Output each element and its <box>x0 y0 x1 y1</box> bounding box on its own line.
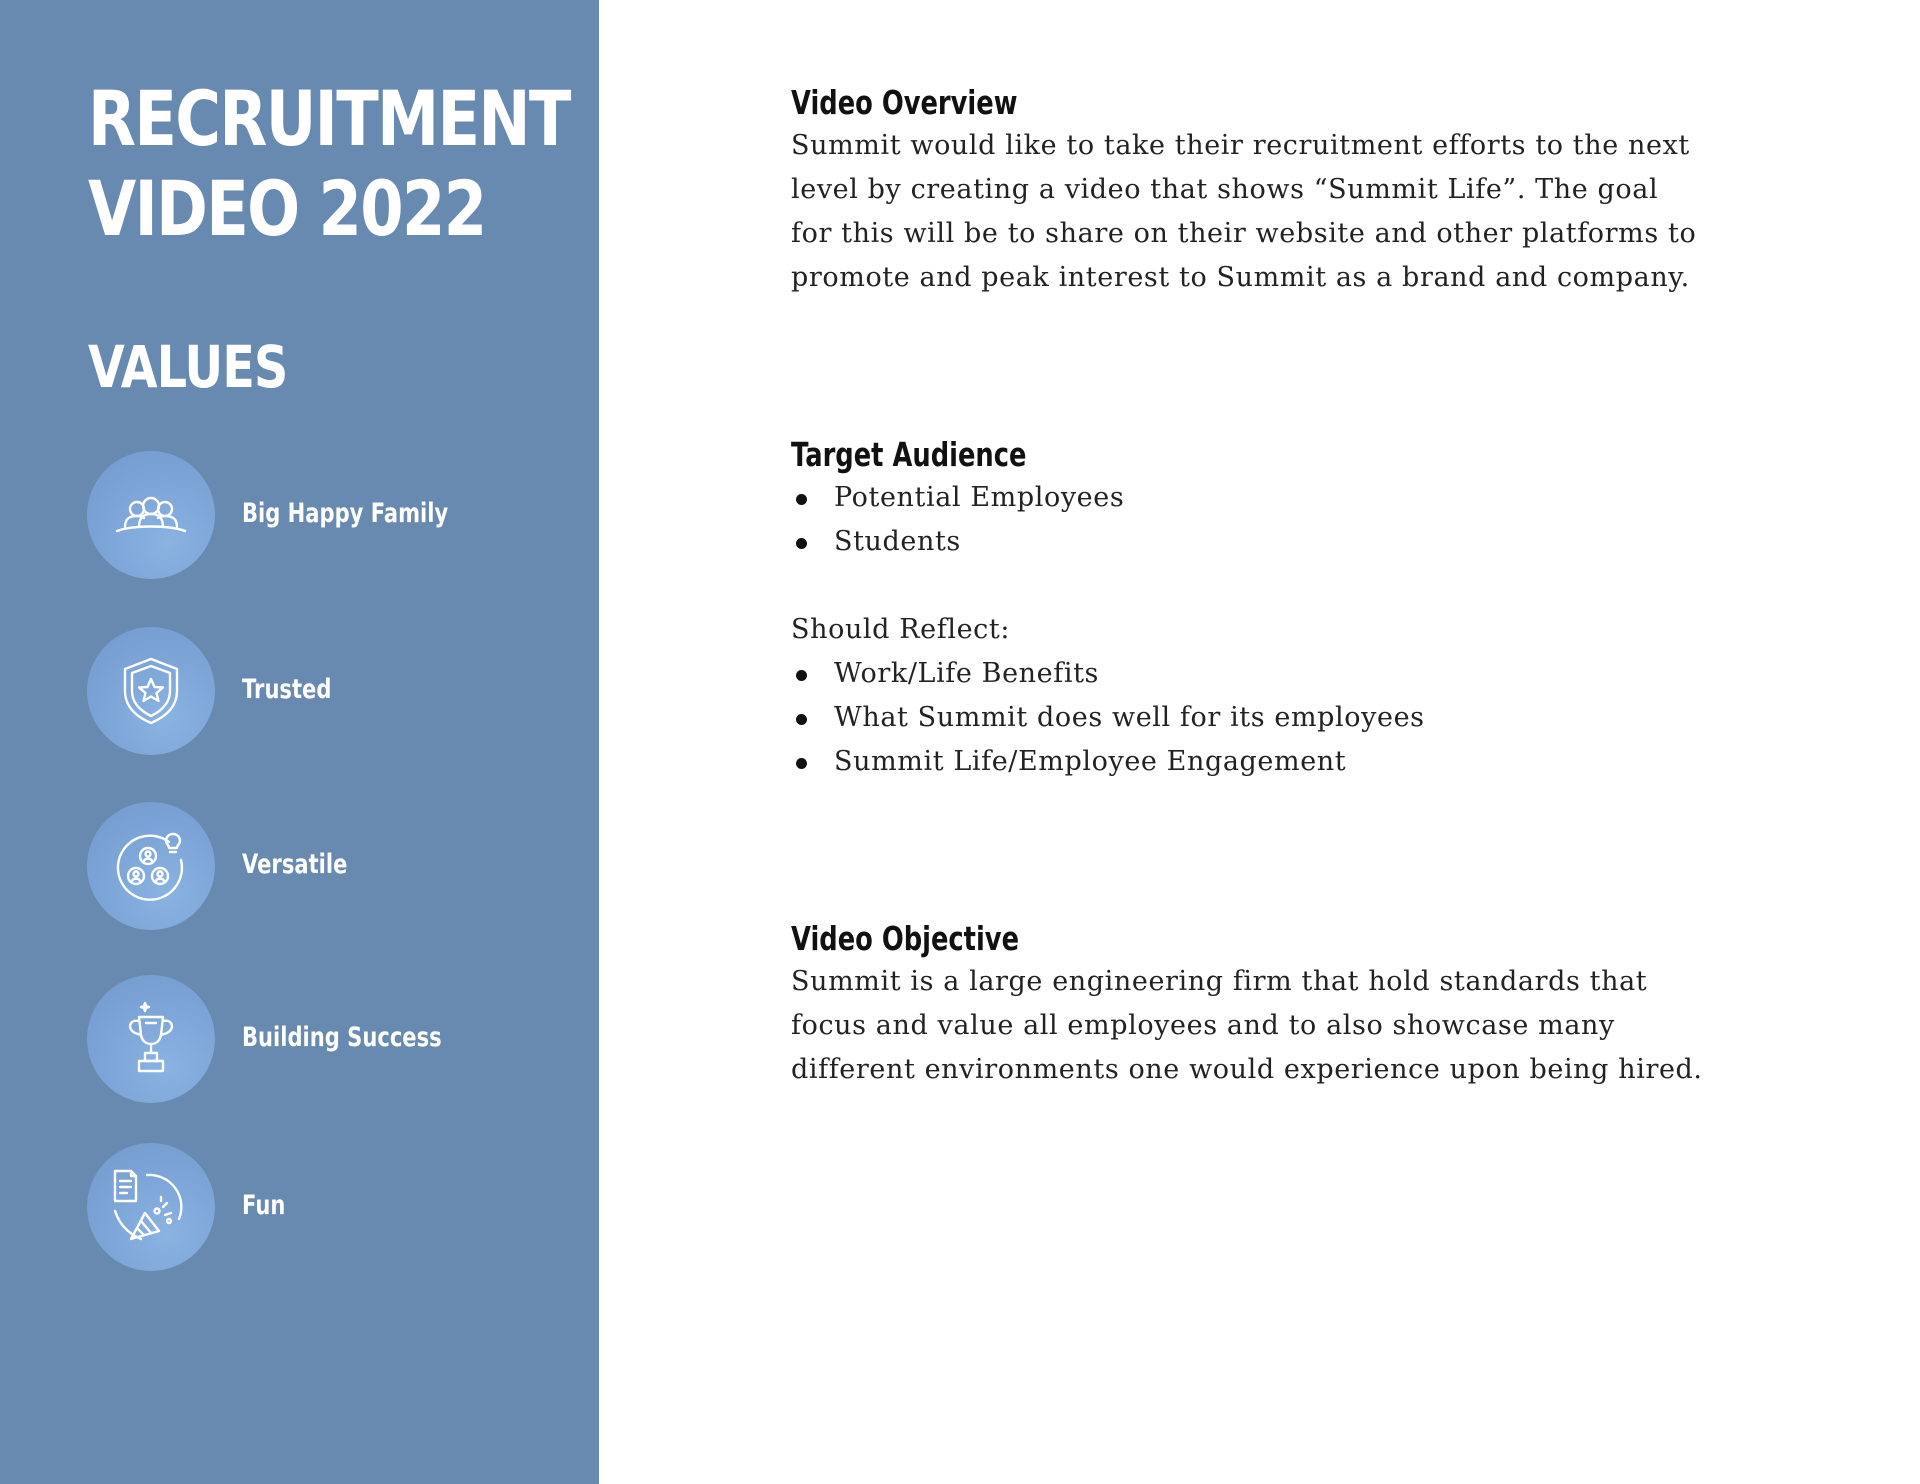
shield-star-icon <box>111 651 191 731</box>
list-item-text: Students <box>834 526 961 557</box>
title-line-1: RECRUITMENT <box>88 74 570 163</box>
bullet-icon <box>796 714 807 725</box>
video-overview-section <box>791 82 1871 300</box>
family-icon <box>111 475 191 555</box>
list-item <box>791 696 1871 740</box>
overview-line: promote and peak interest to Summit as a brand and company. <box>791 262 1690 293</box>
reflect-list <box>791 652 1871 784</box>
value-label-building-success: Building Success <box>242 1022 442 1053</box>
trophy-icon <box>111 999 191 1079</box>
video-overview-text <box>791 124 1871 300</box>
target-audience-section <box>791 434 1871 784</box>
value-item-versatile <box>87 802 557 930</box>
list-item <box>791 652 1871 696</box>
sidebar <box>0 0 599 1484</box>
list-item-text: Summit Life/Employee Engagement <box>834 746 1347 777</box>
video-objective-heading: Video Objective <box>791 919 1020 958</box>
value-item-building-success <box>87 975 557 1103</box>
value-item-big-happy-family <box>87 451 557 579</box>
value-item-trusted <box>87 627 557 755</box>
video-objective-section <box>791 918 1871 1092</box>
team-idea-icon-circle <box>87 802 215 930</box>
team-idea-icon <box>111 826 191 906</box>
list-item-text: What Summit does well for its employees <box>834 702 1425 733</box>
objective-line: focus and value all employees and to also showcase many <box>791 1010 1615 1041</box>
target-audience-heading: Target Audience <box>791 435 1027 474</box>
value-label-versatile: Versatile <box>242 849 348 880</box>
page-title <box>88 74 570 254</box>
bullet-icon <box>796 758 807 769</box>
should-reflect-label: Should Reflect: <box>791 614 1011 645</box>
list-item <box>791 520 1871 564</box>
list-item-text: Work/Life Benefits <box>834 658 1099 689</box>
bullet-icon <box>796 494 807 505</box>
party-popper-icon-circle <box>87 1143 215 1271</box>
value-label-big-happy-family: Big Happy Family <box>242 498 449 529</box>
list-item <box>791 740 1871 784</box>
video-objective-text <box>791 960 1871 1092</box>
overview-line: Summit would like to take their recruitment efforts to the next <box>791 130 1690 161</box>
value-label-fun: Fun <box>242 1190 286 1221</box>
objective-line: Summit is a large engineering firm that hold standards that <box>791 966 1648 997</box>
shield-star-icon-circle <box>87 627 215 755</box>
value-item-fun <box>87 1143 557 1271</box>
audience-list <box>791 476 1871 564</box>
values-heading: VALUES <box>88 333 288 401</box>
list-item-text: Potential Employees <box>834 482 1125 513</box>
value-label-trusted: Trusted <box>242 674 332 705</box>
video-overview-heading: Video Overview <box>791 83 1018 122</box>
family-icon-circle <box>87 451 215 579</box>
list-item <box>791 476 1871 520</box>
objective-line: different environments one would experience upon being hired. <box>791 1054 1703 1085</box>
trophy-icon-circle <box>87 975 215 1103</box>
bullet-icon <box>796 670 807 681</box>
overview-line: for this will be to share on their website and other platforms to <box>791 218 1697 249</box>
overview-line: level by creating a video that shows “Summit Life”. The goal <box>791 174 1659 205</box>
bullet-icon <box>796 538 807 549</box>
party-popper-icon <box>111 1167 191 1247</box>
title-line-2: VIDEO 2022 <box>88 164 486 253</box>
